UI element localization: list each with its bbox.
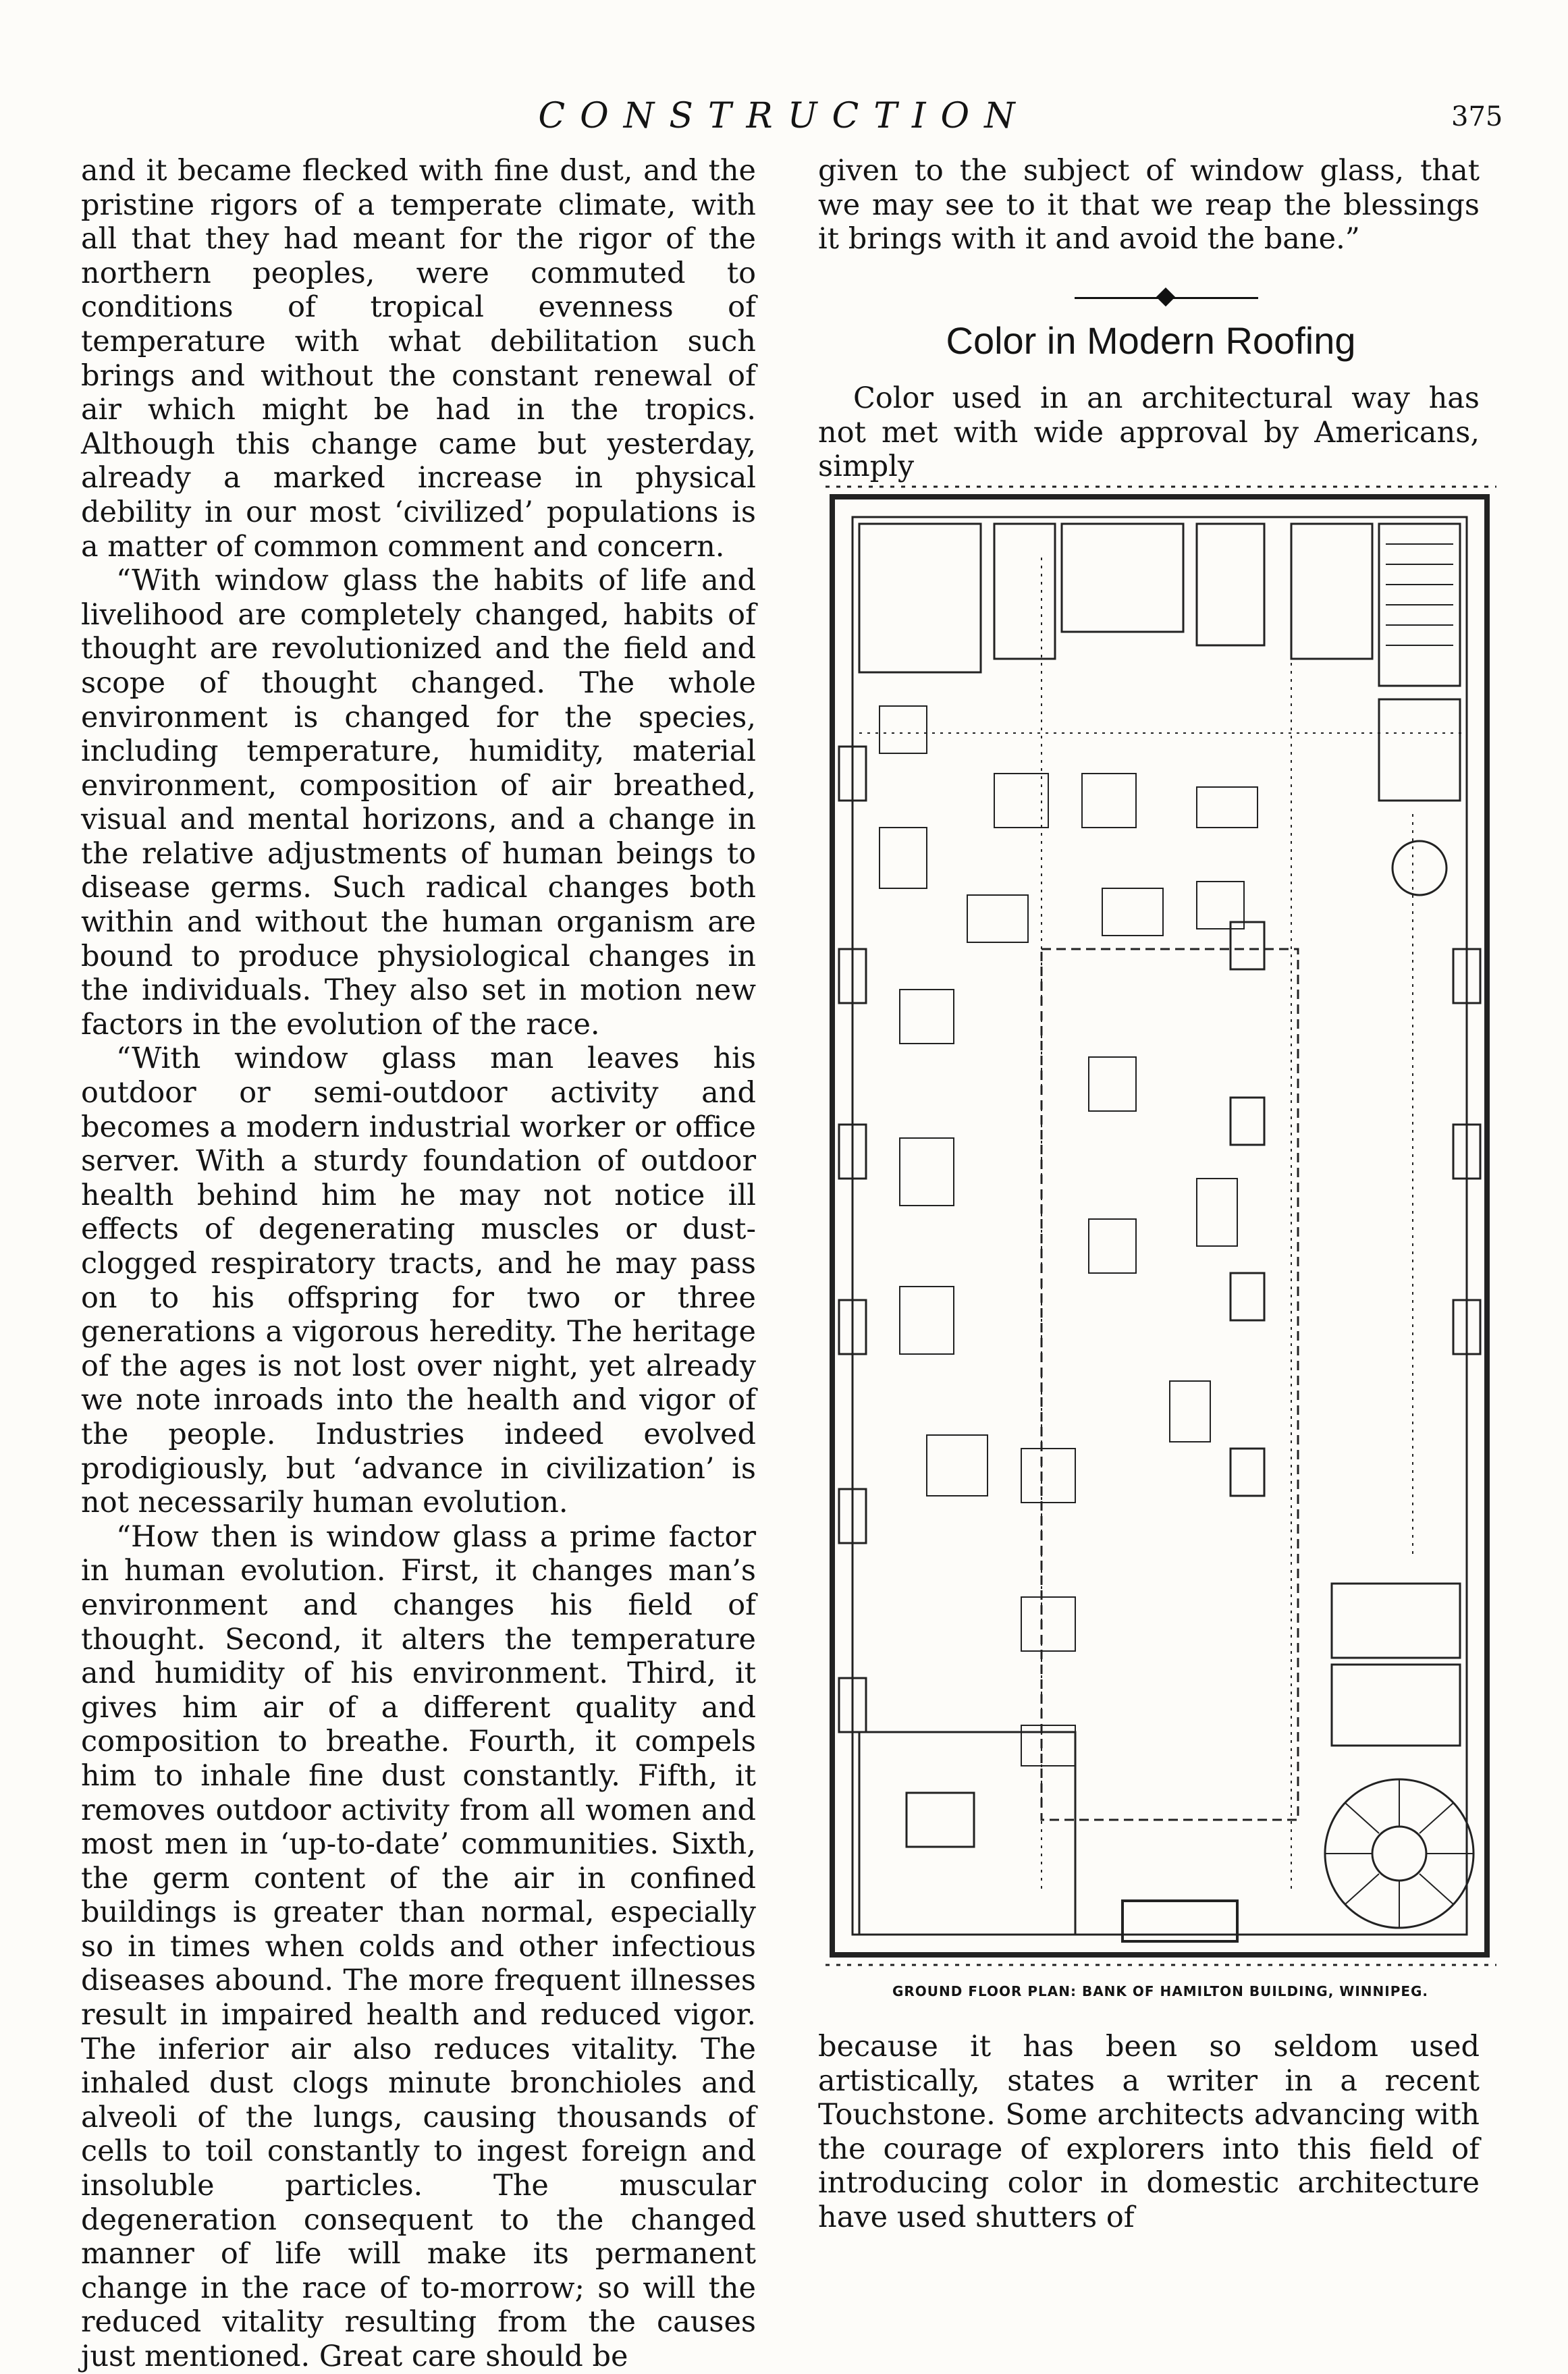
room bbox=[1062, 524, 1183, 632]
paragraph: and it became flecked with fine dust, and the pristine rigors of a temperate climate, with all that they had meant for the rigor of the northern peoples, were commuted to conditions of tropical evenness of temperature with what debilitation such brings and without the constant renewal of air which might be had in the tropics. Although this change came but yesterday, already a marked increase in physical debility in our most ‘civilized’ populations is a matter of common comment and concern. bbox=[81, 154, 756, 564]
outer-wall bbox=[832, 497, 1487, 1955]
figure-caption: GROUND FLOOR PLAN: BANK OF HAMILTON BUILDING, WINNIPEG. bbox=[892, 1983, 1429, 1999]
room bbox=[994, 524, 1055, 659]
floor-plan-drawing bbox=[819, 477, 1503, 1976]
paragraph: “With window glass man leaves his outdoor or semi-outdoor activity and becomes a modern industrial worker or office server. With a sturdy foundation of outdoor health behind him he may not notice ill effects of degenerating muscles or dust-clogged respiratory tracts, and he may pass on to his offspring for two or three generations a vigorous heredity. The heritage of the ages is not lost over night, yet already we note inroads into the health and vigor of the people. Industries indeed evolved prodigiously, but ‘advance in civilization’ is not necessarily human evolution. bbox=[81, 1042, 756, 1520]
table bbox=[907, 1793, 974, 1847]
paragraph: because it has been so seldom used artistically, states a writer in a recent Touchstone. Some architects advancing with the courage of explorers into this field of introducing color in domestic architecture have used shutters of bbox=[818, 2030, 1480, 2234]
room bbox=[1332, 1665, 1460, 1746]
paragraph: given to the subject of window glass, that we may see to it that we reap the blessings it brings with it and avoid the bane.” bbox=[818, 154, 1480, 257]
right-column-text bbox=[818, 2030, 1480, 2235]
paragraph: Color used in an architectural way has not met with wide approval by Americans, simply bbox=[818, 381, 1480, 484]
room bbox=[859, 524, 981, 672]
paragraph: “How then is window glass a prime factor in human evolution. First, it changes man’s environment and changes his field of thought. Second, it alters the temperature and humidity of his environment. Third, it gives him air of a different quality and composition to breathe. Fourth, it compels him to inhale fine dust constantly. Fifth, it removes outdoor activity from all women and most men in ‘up-to-date’ communities. Sixth, the germ content of the air in confined buildings is greater than normal, especially so in times when colds and other infectious diseases abound. The more frequent illnesses result in impaired health and reduced vigor. The inferior air also reduces vitality. The inhaled dust clogs minute bronchioles and alveoli of the lungs, causing thousands of cells to toil constantly to ingest foreign and insoluble particles. The muscular degeneration consequent to the changed manner of life will make its permanent change in the race of to-morrow; so will the reduced vitality resulting from the causes just mentioned. Great care should be bbox=[81, 1519, 756, 2373]
section-intro bbox=[818, 381, 1480, 484]
floor-plan-figure bbox=[819, 477, 1503, 1976]
section-heading: Color in Modern Roofing bbox=[946, 319, 1356, 362]
vault-door bbox=[1393, 841, 1447, 895]
room bbox=[1332, 1584, 1460, 1658]
left-column bbox=[81, 154, 756, 2374]
divider-ornament bbox=[1156, 288, 1175, 306]
room bbox=[1197, 524, 1264, 645]
paragraph: “With window glass the habits of life and livelihood are completely changed, habits of thought are revolutionized and the field and scope of thought changed. The whole environment is changed for the species, including temperature, humidity, material environment, composition of air breathed, visual and mental horizons, and a change in the relative adjustments of human beings to disease germs. Such radical changes both within and without the human organism are bound to produce physiological changes in the individuals. They also set in motion new factors in the evolution of the race. bbox=[81, 564, 756, 1042]
vault bbox=[1379, 699, 1460, 801]
inner-wall bbox=[853, 517, 1467, 1935]
room bbox=[859, 1732, 1075, 1935]
page-number: 375 bbox=[1451, 101, 1503, 132]
running-title: CONSTRUCTION bbox=[538, 96, 1030, 136]
right-column-continuation bbox=[818, 154, 1480, 257]
room bbox=[1291, 524, 1372, 659]
